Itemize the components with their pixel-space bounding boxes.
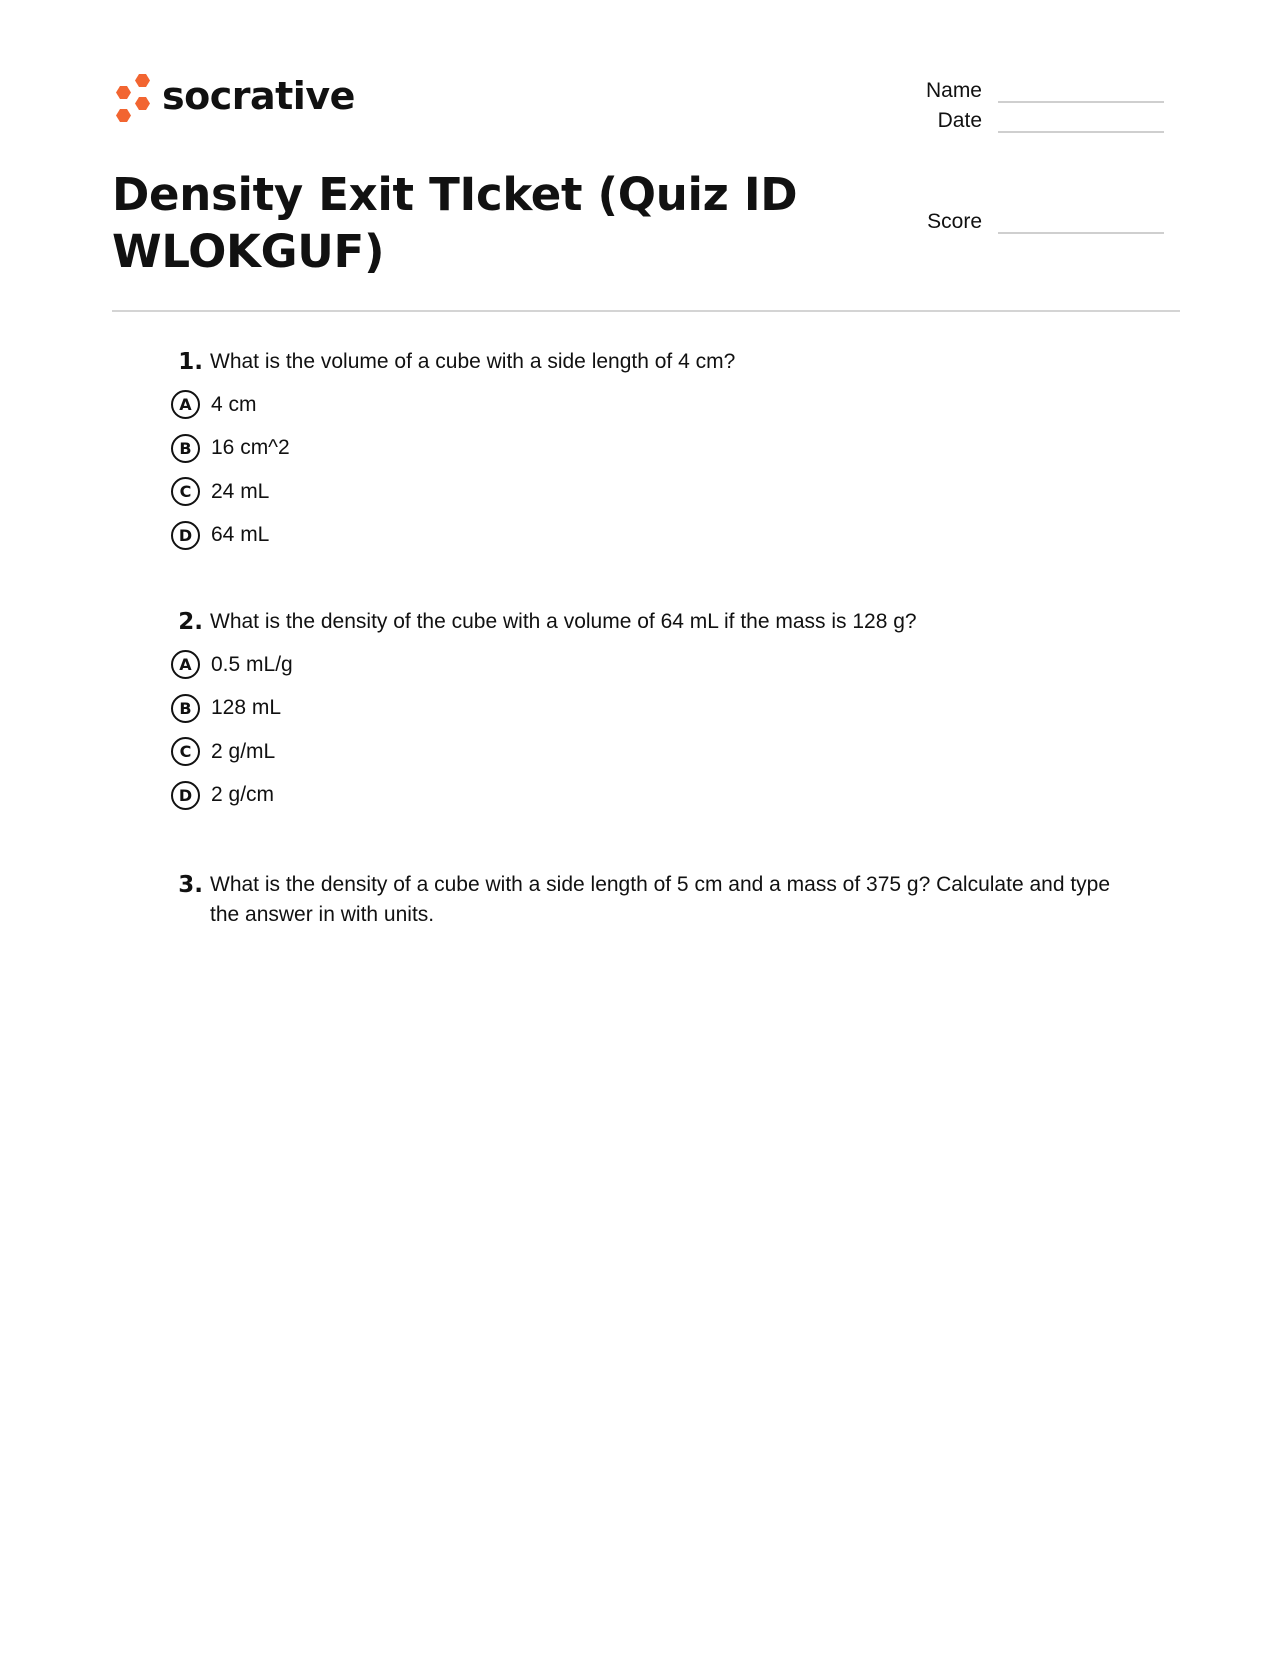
option-b[interactable] [160,687,1160,731]
name-field[interactable] [862,80,1164,101]
question-number: 3. [178,872,203,898]
option-text: 128 mL [211,696,282,720]
option-c[interactable] [160,470,1160,514]
option-b[interactable] [160,427,1160,471]
option-bubble[interactable]: C [171,737,200,766]
question-number: 2. [178,609,203,635]
score-field[interactable] [862,211,1164,232]
option-d[interactable] [160,774,1160,818]
option-bubble[interactable]: D [171,521,200,550]
question-1 [160,347,1160,557]
answer-options [160,643,1160,817]
option-text: 24 mL [211,479,270,503]
option-bubble[interactable]: C [171,477,200,506]
question-text: What is the density of a cube with a side length of 5 cm and a mass of 375 g? Calculate and type the answer in with units. [210,873,1111,926]
option-text: 16 cm^2 [211,436,290,460]
option-d[interactable] [160,514,1160,558]
option-a[interactable] [160,383,1160,427]
header-divider [112,310,1180,312]
option-bubble[interactable]: A [171,650,200,679]
option-c[interactable] [160,730,1160,774]
hexagon-cluster-icon [112,73,150,123]
option-text: 4 cm [211,392,257,416]
question-number: 1. [178,349,203,375]
option-text: 2 g/mL [211,739,276,763]
question-text: What is the volume of a cube with a side length of 4 cm? [210,350,736,373]
option-text: 64 mL [211,523,270,547]
question-2 [160,607,1160,817]
option-bubble[interactable]: D [171,781,200,810]
question-3 [160,870,1160,930]
question-text: What is the density of the cube with a volume of 64 mL if the mass is 128 g? [210,610,917,633]
option-bubble[interactable]: B [171,694,200,723]
date-field[interactable] [862,110,1164,131]
option-a[interactable] [160,643,1160,687]
option-bubble[interactable]: B [171,434,200,463]
date-label: Date [937,109,982,132]
socrative-logo [112,72,355,124]
score-blank-line[interactable] [998,232,1164,234]
option-text: 0.5 mL/g [211,652,293,676]
score-label: Score [927,210,982,233]
brand-name: socrative [162,74,355,118]
page-title: Density Exit TIcket (Quiz ID WLOKGUF) [112,168,798,278]
name-label: Name [925,79,982,102]
name-blank-line[interactable] [998,101,1164,103]
answer-options [160,383,1160,557]
option-text: 2 g/cm [211,783,275,807]
date-blank-line[interactable] [998,131,1164,133]
option-bubble[interactable]: A [171,390,200,419]
